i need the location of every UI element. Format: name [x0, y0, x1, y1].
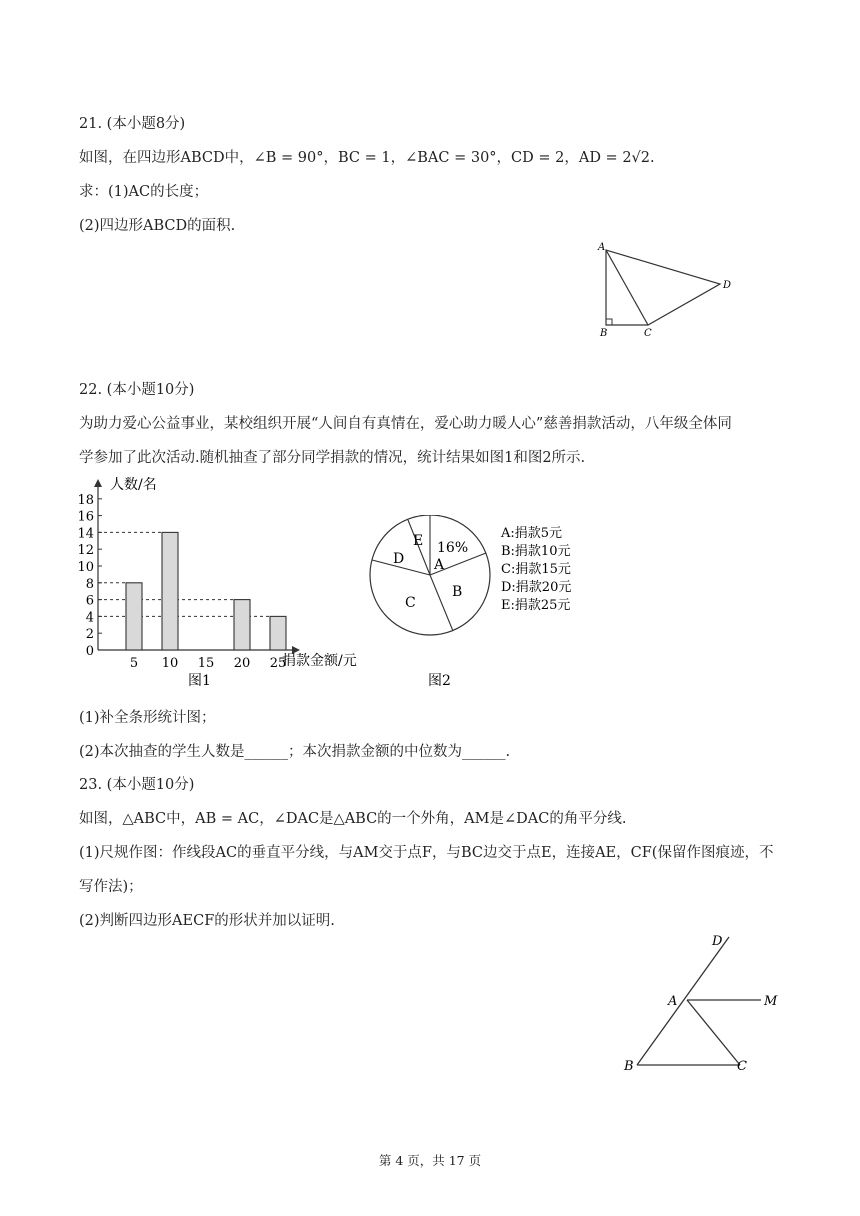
y-tick-label: 8 — [85, 576, 94, 592]
x-tick-label: 15 — [197, 656, 215, 671]
y-tick-label: 18 — [77, 492, 94, 508]
q23-label-c: C — [737, 1059, 747, 1074]
q21-label-a: A — [598, 242, 606, 253]
y-tick-label: 4 — [85, 610, 94, 626]
q23-ask1-line2: 写作法)； — [79, 879, 143, 895]
pie-label-a: A — [434, 557, 445, 573]
pie-legend-d: D:捐款20元 — [501, 580, 572, 595]
q21-figure — [590, 238, 740, 343]
y-tick-label: 2 — [85, 627, 94, 643]
pie-divider-3 — [430, 575, 453, 631]
q21-header: 21. (本小题8分) — [79, 116, 186, 132]
bar — [162, 532, 178, 650]
q21-label-b: B — [600, 328, 608, 339]
q21-label-c: C — [644, 328, 652, 339]
q23-ray-ad — [637, 937, 729, 1065]
q23-ask2: (2)判断四边形AECF的形状并加以证明. — [79, 913, 335, 929]
q23-segment-ac — [687, 1000, 740, 1065]
y-tick-label: 12 — [77, 543, 94, 559]
pie-label-c: C — [405, 595, 416, 611]
y-tick-label: 16 — [77, 509, 94, 525]
pie-legend-e: E:捐款25元 — [501, 598, 571, 613]
pie-label-d: D — [393, 551, 405, 567]
pie-percent-label: 16% — [437, 540, 469, 556]
x-tick-label: 20 — [233, 656, 251, 671]
y-tick-label: 6 — [85, 593, 94, 609]
q22-ask1: (1)补全条形统计图； — [79, 710, 216, 726]
q22-header: 22. (本小题10分) — [79, 382, 195, 398]
q23-label-b: B — [624, 1059, 634, 1074]
bar — [234, 600, 250, 650]
bar-chart-caption: 图1 — [188, 673, 211, 689]
q23-ask1-line1: (1)尺规作图：作线段AC的垂直平分线，与AM交于点F，与BC边交于点E，连接AE，CF(保留作图痕迹，不 — [79, 845, 774, 861]
q23-label-m: M — [764, 994, 778, 1009]
q22-ask2: (2)本次抽查的学生人数是______；本次捐款金额的中位数为______. — [79, 744, 511, 760]
pie-label-e: E — [413, 533, 424, 549]
q23-label-d: D — [712, 934, 723, 949]
y-axis-arrow — [94, 479, 102, 487]
bar — [126, 583, 142, 650]
bar — [270, 616, 286, 650]
pie-legend-a: A:捐款5元 — [501, 526, 563, 541]
pie-label-b: B — [452, 584, 463, 600]
pie-legend-b: B:捐款10元 — [501, 544, 571, 559]
x-tick-label: 5 — [129, 656, 139, 671]
x-tick-label: 10 — [161, 656, 179, 671]
q21-quadrilateral — [606, 250, 720, 325]
q22-stem-line1: 为助力爱心公益事业，某校组织开展“人间自有真情在，爱心助力暖人心”慈善捐款活动，八年级全体同 — [79, 416, 732, 432]
y-tick-label: 14 — [77, 526, 94, 542]
q23-figure — [618, 930, 788, 1080]
bar-chart-xlabel: 捐款金额/元 — [282, 653, 357, 669]
q23-label-a: A — [668, 994, 678, 1009]
q21-ask2: (2)四边形ABCD的面积. — [79, 218, 236, 234]
q21-ask1: 求：(1)AC的长度； — [79, 184, 209, 200]
pie-chart-caption: 图2 — [428, 673, 451, 689]
q23-header: 23. (本小题10分) — [79, 777, 195, 793]
pie-legend-c: C:捐款15元 — [501, 562, 571, 577]
q23-stem: 如图，△ABC中，AB = AC，∠DAC是△ABC的一个外角，AM是∠DAC的角平分线. — [79, 811, 627, 827]
q22-stem-line2: 学参加了此次活动.随机抽查了部分同学捐款的情况，统计结果如图1和图2所示. — [79, 450, 586, 466]
q21-label-d: D — [723, 280, 732, 291]
page-footer: 第 4 页，共 17 页 — [378, 1153, 482, 1168]
y-tick-label: 10 — [77, 560, 94, 575]
pie-chart-figure-2 — [360, 515, 600, 693]
bar-chart-ylabel: 人数/名 — [110, 477, 157, 493]
q21-right-angle-mark — [606, 319, 612, 325]
y-tick-label: 0 — [85, 644, 94, 659]
x-tick-label: 25 — [269, 656, 287, 671]
bar-chart-figure-1 — [70, 475, 380, 690]
q21-stem: 如图，在四边形ABCD中，∠B = 90°，BC = 1，∠BAC = 30°，CD = 2，AD = 2√2. — [79, 150, 655, 166]
